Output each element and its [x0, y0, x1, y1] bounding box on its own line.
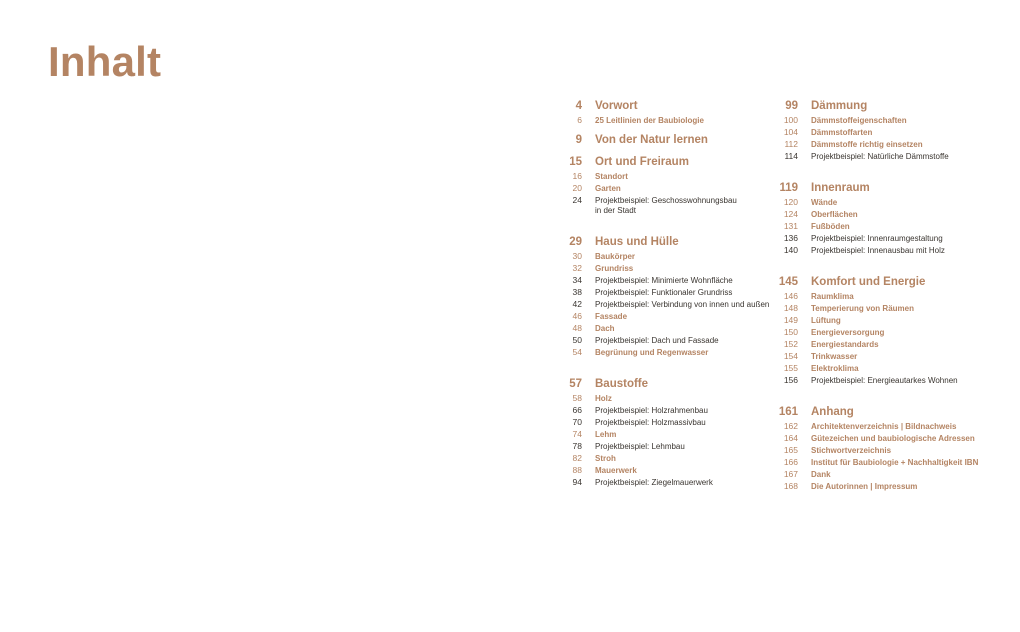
- entry-title: Fußböden: [811, 222, 850, 231]
- toc-entry: [778, 350, 1010, 362]
- toc-entry: [562, 476, 792, 488]
- toc-entry: [562, 250, 792, 262]
- toc-entry: [778, 150, 1010, 162]
- entry-title: Garten: [595, 184, 621, 193]
- entry-page-number: 32: [572, 263, 582, 273]
- entry-page-number: 131: [783, 221, 798, 231]
- toc-entry: [778, 232, 1010, 244]
- entry-title: Dämmstoffarten: [811, 128, 873, 137]
- entry-title: Wände: [811, 198, 838, 207]
- entry-page-number: 162: [783, 421, 798, 431]
- entry-title: Mauerwerk: [595, 466, 637, 475]
- entry-title: Projektbeispiel: Innenraumgestaltung: [811, 234, 943, 243]
- entry-page-number: 16: [572, 171, 582, 181]
- toc-entry: [778, 244, 1010, 256]
- toc-section-heading: [778, 406, 1010, 418]
- entry-title: Oberflächen: [811, 210, 858, 219]
- toc-entry: [778, 126, 1010, 138]
- toc-entry: [778, 138, 1010, 150]
- section-page-number: 161: [778, 406, 798, 418]
- entry-page-number: 20: [572, 183, 582, 193]
- entry-title: 25 Leitlinien der Baubiologie: [595, 116, 704, 125]
- entry-page-number: 94: [572, 477, 582, 487]
- toc-entry: [562, 404, 792, 416]
- toc-entry: [562, 310, 792, 322]
- entry-title: Standort: [595, 172, 628, 181]
- entry-title: Begrünung und Regenwasser: [595, 348, 709, 357]
- entry-page-number: 154: [783, 351, 798, 361]
- toc-entry: [778, 114, 1010, 126]
- section-page-number: 99: [785, 100, 798, 112]
- entry-page-number: 152: [783, 339, 798, 349]
- entry-title: Temperierung von Räumen: [811, 304, 914, 313]
- section-page-number: 145: [778, 276, 798, 288]
- toc-entry: [562, 298, 792, 310]
- entry-page-number: 166: [783, 457, 798, 467]
- section-page-number: 15: [569, 156, 582, 168]
- toc-column-right: [778, 100, 1010, 492]
- entry-title: Projektbeispiel: Verbindung von innen und außen: [595, 300, 770, 309]
- entry-page-number: 156: [783, 375, 798, 385]
- entry-page-number: 58: [572, 393, 582, 403]
- toc-entry: [562, 274, 792, 286]
- toc-entry: [778, 456, 1010, 468]
- toc-section-heading: [562, 156, 792, 168]
- entry-title: Grundriss: [595, 264, 634, 273]
- entry-title: Fassade: [595, 312, 628, 321]
- toc-entry: [562, 262, 792, 274]
- entry-page-number: 70: [572, 417, 582, 427]
- section-title: Komfort und Energie: [811, 276, 926, 288]
- entry-page-number: 78: [572, 441, 582, 451]
- entry-title: Energieversorgung: [811, 328, 885, 337]
- entry-title: Gütezeichen und baubiologische Adressen: [811, 434, 975, 443]
- section-title: Baustoffe: [595, 378, 649, 390]
- toc-section-heading: [562, 378, 792, 390]
- toc-entry: [562, 170, 792, 182]
- entry-title: Lehm: [595, 430, 617, 439]
- toc-entry: [562, 182, 792, 194]
- toc-entry: [562, 452, 792, 464]
- entry-page-number: 124: [783, 209, 798, 219]
- section-page-number: 4: [575, 100, 582, 112]
- toc-entry: [562, 322, 792, 334]
- section-page-number: 9: [575, 134, 582, 146]
- entry-title: Projektbeispiel: Funktionaler Grundriss: [595, 288, 733, 297]
- toc-section-heading: [778, 100, 1010, 112]
- entry-title: Projektbeispiel: Natürliche Dämmstoffe: [811, 152, 949, 161]
- entry-page-number: 168: [783, 481, 798, 491]
- entry-title: Projektbeispiel: Ziegelmauerwerk: [595, 478, 713, 487]
- section-title: Von der Natur lernen: [595, 134, 708, 146]
- entry-title: Stroh: [595, 454, 616, 463]
- section-title: Haus und Hülle: [595, 236, 679, 248]
- entry-title: Dämmstoffe richtig einsetzen: [811, 140, 923, 149]
- section-page-number: 29: [569, 236, 582, 248]
- entry-title: Die Autorinnen | Impressum: [811, 482, 918, 491]
- toc-entry: [778, 208, 1010, 220]
- toc-section-heading: [562, 236, 792, 248]
- section-title: Innenraum: [811, 182, 870, 194]
- toc-entry: [778, 220, 1010, 232]
- entry-title: Dämmstoffeigenschaften: [811, 116, 907, 125]
- toc-entry: [778, 326, 1010, 338]
- toc-entry: [562, 440, 792, 452]
- entry-page-number: 148: [783, 303, 798, 313]
- entry-page-number: 46: [572, 311, 582, 321]
- entry-page-number: 30: [572, 251, 582, 261]
- section-page-number: 57: [569, 378, 582, 390]
- entry-page-number: 82: [572, 453, 582, 463]
- section-title: Anhang: [811, 406, 854, 418]
- entry-page-number: 120: [783, 197, 798, 207]
- entry-title: Stichwortverzeichnis: [811, 446, 892, 455]
- toc-entry: [778, 444, 1010, 456]
- entry-page-number: 164: [783, 433, 798, 443]
- toc-entry: [562, 114, 792, 126]
- entry-title: Elektroklima: [811, 364, 859, 373]
- entry-page-number: 136: [783, 233, 798, 243]
- toc-entry: [562, 194, 792, 216]
- toc-entry: [778, 196, 1010, 208]
- entry-page-number: 66: [572, 405, 582, 415]
- toc-entry: [562, 428, 792, 440]
- entry-title: Architektenverzeichnis | Bildnachweis: [811, 422, 957, 431]
- toc-entry: [562, 416, 792, 428]
- section-title: Dämmung: [811, 100, 868, 112]
- entry-title: Trinkwasser: [811, 352, 858, 361]
- entry-page-number: 100: [783, 115, 798, 125]
- entry-page-number: 149: [783, 315, 798, 325]
- entry-page-number: 6: [577, 115, 582, 125]
- entry-page-number: 50: [572, 335, 582, 345]
- toc-entry: [778, 314, 1010, 326]
- entry-page-number: 165: [783, 445, 798, 455]
- entry-page-number: 24: [572, 195, 582, 205]
- toc-entry: [562, 464, 792, 476]
- entry-page-number: 167: [783, 469, 798, 479]
- entry-title: Projektbeispiel: Innenausbau mit Holz: [811, 246, 945, 255]
- entry-page-number: 155: [783, 363, 798, 373]
- toc-entry: [562, 286, 792, 298]
- toc-entry: [778, 290, 1010, 302]
- toc-entry: [778, 374, 1010, 386]
- entry-page-number: 54: [572, 347, 582, 357]
- toc-section-heading: [562, 134, 792, 146]
- entry-page-number: 114: [784, 151, 798, 161]
- entry-title: Dank: [811, 470, 831, 479]
- entry-title: Energiestandards: [811, 340, 879, 349]
- entry-page-number: 42: [572, 299, 582, 309]
- toc-entry: [778, 420, 1010, 432]
- toc-entry: [778, 302, 1010, 314]
- entry-title: Institut für Baubiologie + Nachhaltigkeit IBN: [811, 458, 979, 467]
- entry-page-number: 88: [572, 465, 582, 475]
- toc-entry: [562, 334, 792, 346]
- section-page-number: 119: [779, 182, 798, 194]
- entry-title: Lüftung: [811, 316, 841, 325]
- entry-title: Baukörper: [595, 252, 636, 261]
- entry-page-number: 146: [783, 291, 798, 301]
- entry-title: Projektbeispiel: Lehmbau: [595, 442, 685, 451]
- entry-title: Projektbeispiel: Geschosswohnungsbau in der Stadt: [595, 196, 737, 215]
- entry-page-number: 150: [783, 327, 798, 337]
- entry-title: Projektbeispiel: Holzmassivbau: [595, 418, 706, 427]
- entry-title: Projektbeispiel: Dach und Fassade: [595, 336, 719, 345]
- section-title: Ort und Freiraum: [595, 156, 689, 168]
- entry-page-number: 38: [572, 287, 582, 297]
- toc-column-left: [562, 100, 792, 488]
- toc-section-heading: [562, 100, 792, 112]
- toc-entry: [562, 346, 792, 358]
- toc-entry: [562, 392, 792, 404]
- toc-entry: [778, 480, 1010, 492]
- toc-entry: [778, 432, 1010, 444]
- section-title: Vorwort: [595, 100, 638, 112]
- toc-entry: [778, 338, 1010, 350]
- entry-page-number: 34: [572, 275, 582, 285]
- entry-title: Raumklima: [811, 292, 854, 301]
- entry-page-number: 74: [572, 429, 582, 439]
- entry-title: Projektbeispiel: Holzrahmenbau: [595, 406, 708, 415]
- entry-title: Projektbeispiel: Minimierte Wohnfläche: [595, 276, 733, 285]
- entry-page-number: 140: [783, 245, 798, 255]
- toc-entry: [778, 468, 1010, 480]
- entry-page-number: 104: [783, 127, 798, 137]
- page-title: Inhalt: [48, 38, 162, 85]
- toc-section-heading: [778, 276, 1010, 288]
- toc-section-heading: [778, 182, 1010, 194]
- entry-title: Projektbeispiel: Energieautarkes Wohnen: [811, 376, 958, 385]
- toc-entry: [778, 362, 1010, 374]
- entry-page-number: 48: [572, 323, 582, 333]
- entry-title: Holz: [595, 394, 612, 403]
- entry-page-number: 112: [784, 139, 798, 149]
- entry-title: Dach: [595, 324, 615, 333]
